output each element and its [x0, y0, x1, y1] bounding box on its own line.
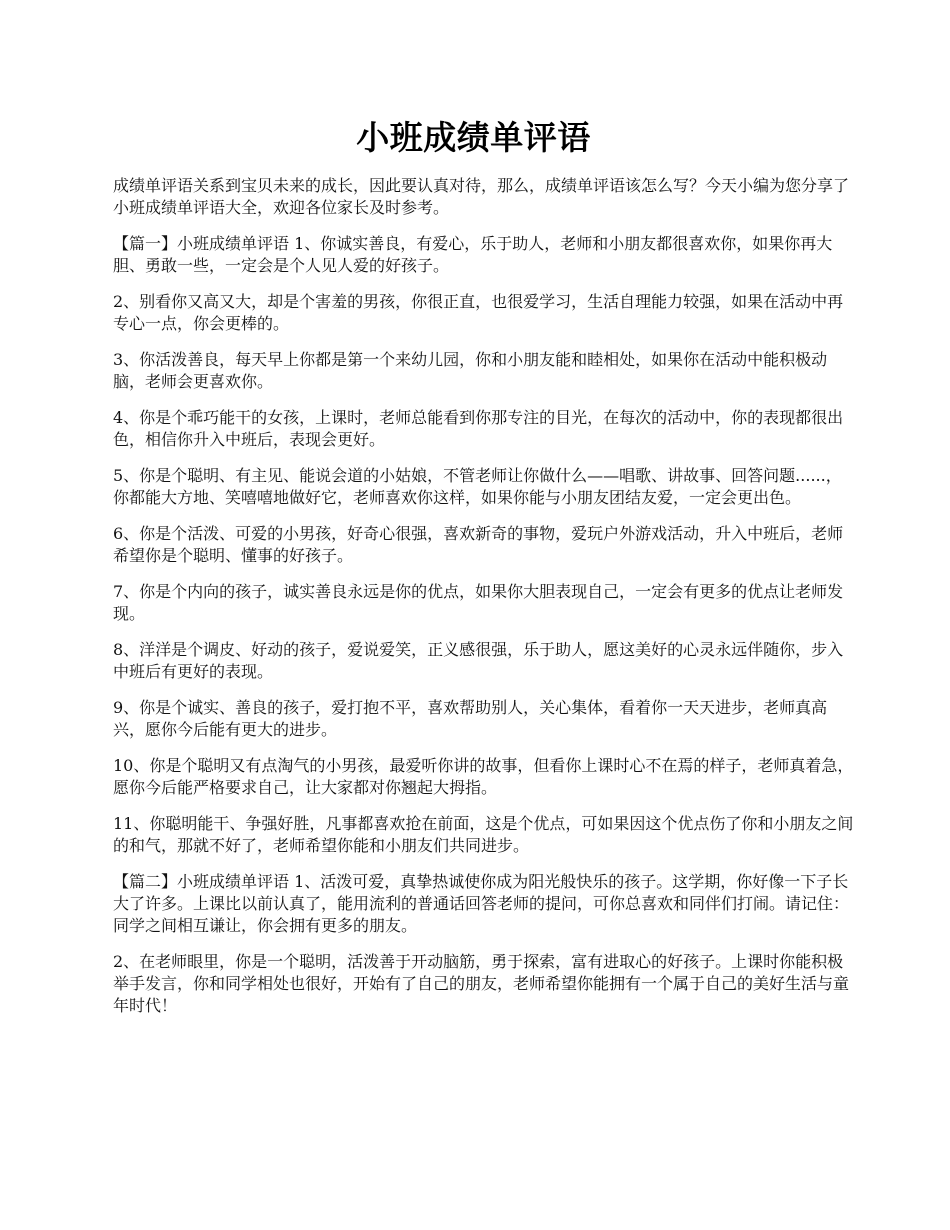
paragraph-intro: 成绩单评语关系到宝贝未来的成长，因此要认真对待，那么，成绩单评语该怎么写？今天小编为您分享了小班成绩单评语大全，欢迎各位家长及时参考。 [113, 176, 850, 217]
document-body [113, 175, 854, 1017]
paragraph-part1-item11: 11、你聪明能干、争强好胜，凡事都喜欢抢在前面，这是个优点，可如果因这个优点伤了你和小朋友之间的和气，那就不好了，老师希望你能和小朋友们共同进步。 [113, 814, 854, 855]
paragraph-part1-item1: 【篇一】小班成绩单评语 1、你诚实善良，有爱心，乐于助人，老师和小朋友都很喜欢你，如果你再大胆、勇敢一些，一定会是个人见人爱的好孩子。 [113, 234, 833, 275]
paragraph-part2-item1: 【篇二】小班成绩单评语 1、活泼可爱，真挚热诚使你成为阳光般快乐的孩子。这学期，你好像一下子长大了许多。上课比以前认真了，能用流利的普通话回答老师的提问，可你总喜欢和同伴们打闹。请记住：同学之间相互谦让，你会拥有更多的朋友。 [113, 872, 850, 935]
paragraph-part1-item10: 10、你是个聪明又有点淘气的小男孩，最爱听你讲的故事，但看你上课时心不在焉的样子，老师真着急，愿你今后能严格要求自己，让大家都对你翘起大拇指。 [113, 756, 854, 797]
paragraph-part1-item3: 3、你活泼善良，每天早上你都是第一个来幼儿园，你和小朋友能和睦相处，如果你在活动中能积极动脑，老师会更喜欢你。 [113, 350, 828, 391]
paragraph-part2-item2: 2、在老师眼里，你是一个聪明，活泼善于开动脑筋，勇于探索，富有进取心的好孩子。上课时你能积极举手发言，你和同学相处也很好，开始有了自己的朋友，老师希望你能拥有一个属于自己的美好生活与童年时代！ [113, 952, 850, 1015]
document-title: 小班成绩单评语 [356, 118, 591, 157]
paragraph-part1-item7: 7、你是个内向的孩子，诚实善良永远是你的优点，如果你大胆表现自己，一定会有更多的优点让老师发现。 [113, 582, 844, 623]
paragraph-part1-item9: 9、你是个诚实、善良的孩子，爱打抱不平，喜欢帮助别人，关心集体，看着你一天天进步，老师真高兴，愿你今后能有更大的进步。 [113, 698, 828, 739]
paragraph-part1-item2: 2、别看你又高又大，却是个害羞的男孩，你很正直，也很爱学习，生活自理能力较强，如果在活动中再专心一点，你会更棒的。 [113, 292, 844, 333]
paragraph-part1-item4: 4、你是个乖巧能干的女孩，上课时，老师总能看到你那专注的目光，在每次的活动中，你的表现都很出色，相信你升入中班后，表现会更好。 [113, 408, 844, 449]
paragraph-part1-item8: 8、洋洋是个调皮、好动的孩子，爱说爱笑，正义感很强，乐于助人，愿这美好的心灵永远伴随你，步入中班后有更好的表现。 [113, 640, 844, 681]
paragraph-part1-item5: 5、你是个聪明、有主见、能说会道的小姑娘，不管老师让你做什么——唱歌、讲故事、回答问题......，你都能大方地、笑嘻嘻地做好它，老师喜欢你这样，如果你能与小朋友团结友爱，一定会更出色。 [113, 466, 842, 507]
paragraph-part1-item6: 6、你是个活泼、可爱的小男孩，好奇心很强，喜欢新奇的事物，爱玩户外游戏活动，升入中班后，老师希望你是个聪明、懂事的好孩子。 [113, 524, 844, 565]
